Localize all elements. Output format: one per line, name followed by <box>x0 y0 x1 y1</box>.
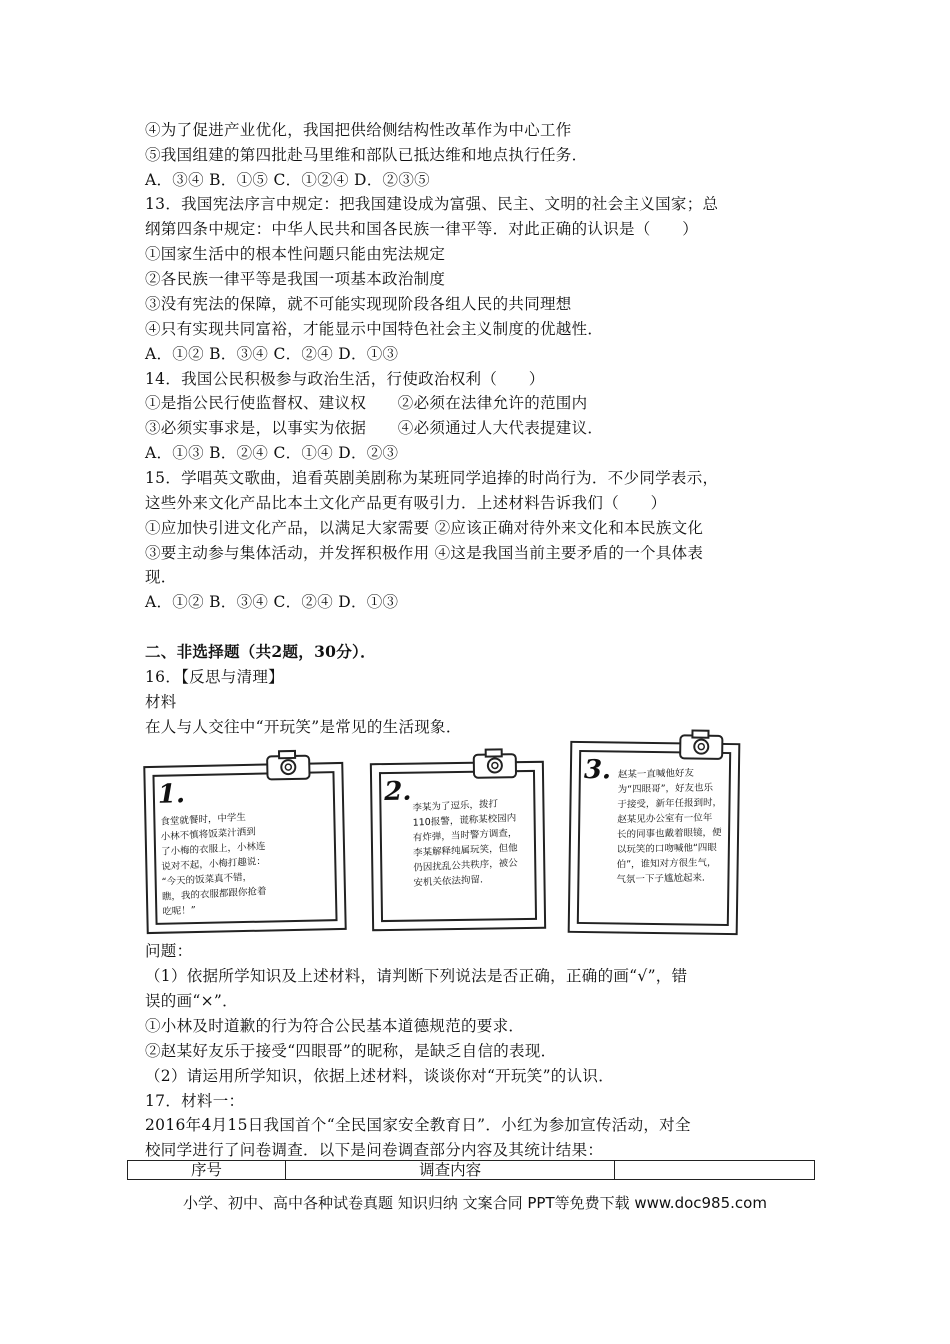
question-13-stem: 13．我国宪法序言中规定：把我国建设成为富强、民主、文明的社会主义国家；总 <box>145 195 719 213</box>
table-header-cell: 调查内容 <box>286 1161 615 1180</box>
question-17-text: 校同学进行了问卷调查．以下是问卷调查部分内容及其统计结果： <box>145 1141 604 1159</box>
answer-choices: A．①② B．③④ C．②④ D．①③ <box>145 345 399 363</box>
option-line: ⑤我国组建的第四批赴马里维和部队已抵达维和地点执行任务． <box>145 146 588 164</box>
option-line: ④只有实现共同富裕，才能显示中国特色社会主义制度的优越性． <box>145 320 604 338</box>
material-illustration <box>143 742 811 934</box>
page-footer: 小学、初中、高中各种试卷真题 知识归纳 文案合同 PPT等免费下载 www.doc985.com <box>183 1194 767 1212</box>
question-17-text: 2016年4月15日我国首个“全民国家安全教育日”．小红为参加宣传活动，对全 <box>145 1116 691 1134</box>
question-17-title: 17．材料一： <box>145 1092 245 1110</box>
statement-line: ①小林及时道歉的行为符合公民基本道德规范的要求． <box>145 1017 525 1035</box>
material-label: 材料 <box>145 693 177 711</box>
option-line: 现． <box>145 568 177 586</box>
card-number: 3. <box>583 755 612 786</box>
material-text: 在人与人交往中“开玩笑”是常见的生活现象． <box>145 718 462 736</box>
question-16-part-1: 误的画“×”． <box>145 992 238 1010</box>
question-16-title: 16．【反思与清理】 <box>145 668 284 686</box>
card-text: 李某为了逗乐，拨打 110报警，谎称某校园内 有炸弹，当时警方调查， 李某解释纯属玩笑，但他 仍因扰乱公共秩序，被公 安机关依法拘留． <box>412 798 518 889</box>
option-line: ①国家生活中的根本性问题只能由宪法规定 <box>145 245 446 263</box>
question-16-part-2: （2）请运用所学知识，依据上述材料，谈谈你对“开玩笑”的认识． <box>145 1067 615 1085</box>
statement-line: ②赵某好友乐于接受“四眼哥”的昵称，是缺乏自信的表现． <box>145 1042 557 1060</box>
note-card-3 <box>568 741 741 935</box>
option-line: ②各民族一律平等是我国一项基本政治制度 <box>145 270 446 288</box>
card-text: 赵某一直喊他好友 为“四眼哥”，好友也乐 于接受，新年任报到时， 赵某见办公室有一位年 长的同事也戴着眼镜，便 以玩笑的口吻喊他“四眼 伯”，谁知对方很生气， 气氛一下子尴尬起来． <box>616 767 723 886</box>
section-heading: 二、非选择题（共2题，30分）． <box>145 642 376 661</box>
table-header-cell: 序号 <box>128 1161 286 1180</box>
option-line: ③没有宪法的保障，就不可能实现现阶段各组人民的共同理想 <box>145 295 572 313</box>
card-number: 1. <box>157 779 186 810</box>
card-text: 食堂就餐时，中学生 小林不慎将饭菜汁洒到 了小梅的衣服上，小林连 说对不起，小梅打趣说： “今天的饭菜真不错， 瞧，我的衣服都跟你抢着 吃呢！” <box>160 811 267 918</box>
table-header-row <box>128 1161 815 1180</box>
answer-choices: A．①③ B．②④ C．①④ D．②③ <box>145 444 399 462</box>
card-number: 2. <box>384 776 412 808</box>
option-line: ③要主动参与集体活动，并发挥积极作用 ④这是我国当前主要矛盾的一个具体表 <box>145 544 704 562</box>
question-13-stem: 纲第四条中规定：中华人民共和国各民族一律平等．对此正确的认识是（ ） <box>145 220 699 238</box>
option-line: ④为了促进产业优化，我国把供给侧结构性改革作为中心工作 <box>145 121 572 139</box>
camera-icon <box>678 728 724 761</box>
survey-table <box>127 1160 815 1180</box>
question-14-stem: 14．我国公民积极参与政治生活，行使政治权利（ ） <box>145 370 545 388</box>
camera-icon <box>472 747 518 780</box>
question-16-part-1: （1）依据所学知识及上述材料，请判断下列说法是否正确，正确的画“√”，错 <box>145 967 688 985</box>
question-15-stem: 15．学唱英文歌曲，追看英剧美剧称为某班同学追捧的时尚行为．不少同学表示， <box>145 469 719 487</box>
answer-choices: A．③④ B．①⑤ C．①②④ D．②③⑤ <box>145 171 430 189</box>
camera-icon <box>265 749 312 782</box>
note-card-2 <box>370 761 546 931</box>
option-line: ①应加快引进文化产品，以满足大家需要 ②应该正确对待外来文化和本民族文化 <box>145 519 704 537</box>
question-15-stem: 这些外来文化产品比本土文化产品更有吸引力．上述材料告诉我们（ ） <box>145 494 667 512</box>
table-header-cell <box>615 1161 815 1180</box>
questions-label: 问题： <box>145 942 193 960</box>
note-card-1 <box>143 762 346 934</box>
option-line: ③必须实事求是，以事实为依据 ④必须通过人大代表提建议． <box>145 419 604 437</box>
answer-choices: A．①② B．③④ C．②④ D．①③ <box>145 593 399 611</box>
option-line: ①是指公民行使监督权、建议权 ②必须在法律允许的范围内 <box>145 394 588 412</box>
